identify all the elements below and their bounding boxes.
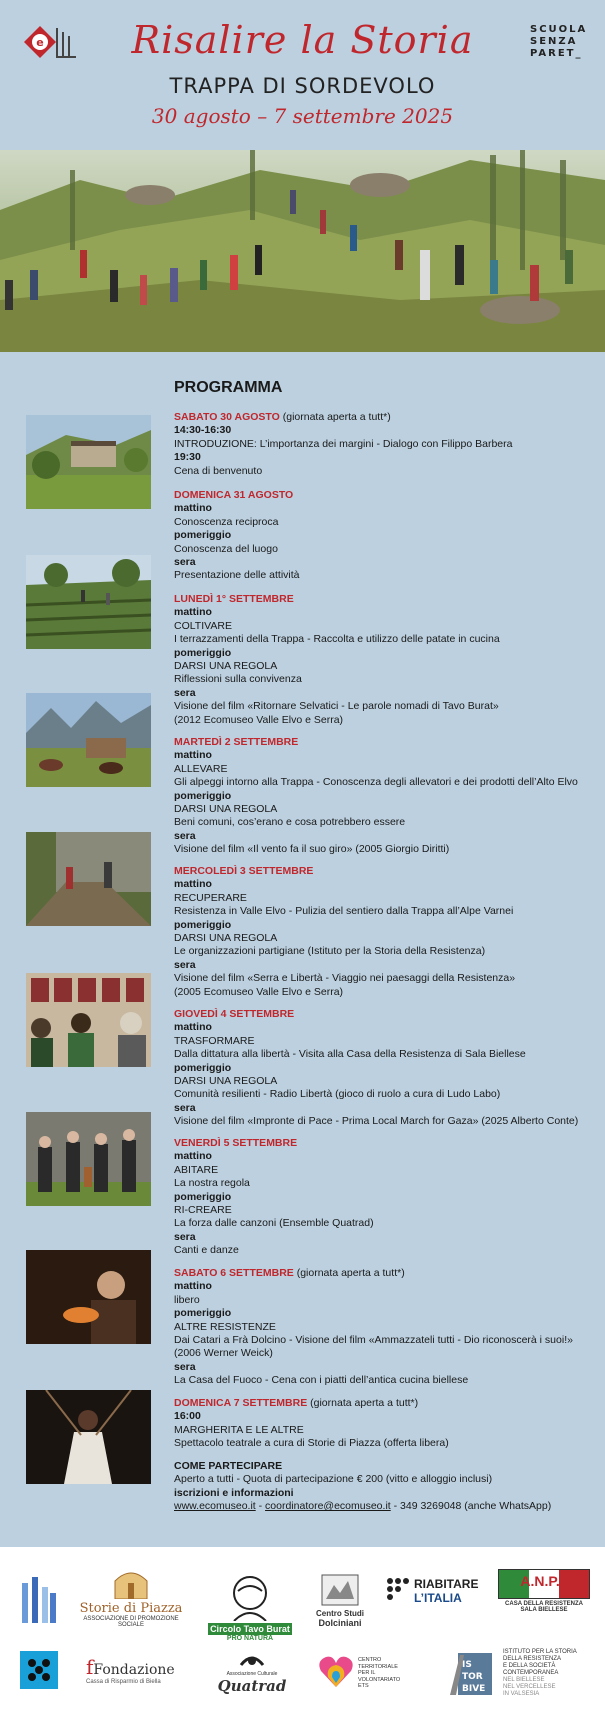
fondazione-crb-logo: fFondazione Cassa di Risparmio di Biella	[86, 1655, 175, 1685]
storie-di-piazza-logo: Storie di Piazza ASSOCIAZIONE DI PROMOZIONE SOCIALE	[76, 1569, 186, 1628]
svg-text:e: e	[36, 36, 44, 49]
photo-trappa-building	[26, 415, 151, 509]
photo-ensemble-quatrad	[26, 1112, 151, 1206]
event-subtitle: TRAPPA DI SORDEVOLO	[169, 74, 436, 98]
ctv-logo: CENTRO TERRITORIALE PER IL VOLONTARIATO ETS	[318, 1653, 418, 1690]
day-sat-6-sep: SABATO 6 SETTEMBRE (giornata aperta a tutt*) mattino libero pomeriggio ALTRE RESISTENZE Dai Catari a Frà Dolcino - Visione del film «Ammazzateli tutti - Dio riconoscerà i suoi!» (2006 Werner Weick) sera La Casa del Fuoco - Cena con i piatti dell’antica cucina biellese	[174, 1267, 573, 1387]
isrsc-emblem-icon	[450, 1645, 500, 1697]
circolo-tavo-burat-logo: Circolo Tavo Burat PRO NATURA	[208, 1571, 292, 1642]
svg-text:TOR: TOR	[462, 1672, 483, 1682]
day-tue-2-sep: MARTEDÌ 2 SETTEMBRE mattino ALLEVARE Gli alpeggi intorno alla Trappa - Conoscenza degli allevatori e dei prodotti dell’Alto Elvo pomeriggio DARSI UNA REGOLA Beni comuni, cos’erano e cosa potrebbero essere sera Visione del film «Il vento fa il suo giro» (2005 Giorgio Diritti)	[174, 736, 578, 856]
photo-stone-path	[26, 832, 151, 926]
heart-icon	[318, 1653, 354, 1689]
website-link[interactable]: www.ecomuseo.it	[174, 1500, 256, 1513]
portrait-icon	[220, 1571, 280, 1621]
photo-alpine-cattle	[26, 693, 151, 787]
participation-fee: Aperto a tutti - Quota di partecipazione € 200 (vitto e alloggio inclusi)	[174, 1473, 493, 1486]
event-dates: 30 agosto – 7 settembre 2025	[151, 104, 454, 128]
email-link[interactable]: coordinatore@ecomuseo.it	[265, 1500, 391, 1513]
day-mon-1-sep: LUNEDÌ 1° SETTEMBRE mattino COLTIVARE I terrazzamenti della Trappa - Raccolta e utilizzo delle patate in cucina pomeriggio DARSI UNA REGOLA Riflessioni sulla convivenza sera Visione del film «Ritornare Selvatici - Le parole nomadi di Tavo Burat» (2012 Ecomuseo Valle Elvo e Serra)	[174, 593, 500, 726]
riabitare-italia-logo: RIABITARE L’ITALIA	[386, 1577, 486, 1605]
participation-info: COME PARTECIPARE Aperto a tutti - Quota di partecipazione € 200 (vitto e alloggio inclusi) iscrizioni e informazioni www.ecomuseo.it - coordinatore@ecomuseo.it - 349 3269048 (anche WhatsApp)	[174, 1460, 594, 1514]
violin-icon	[237, 1649, 267, 1669]
sponsor-footer	[0, 1547, 605, 1711]
svg-text:BIVE: BIVE	[462, 1684, 486, 1694]
istoreto-biella-logo: IS TOR BIVE ISTITUTO PER LA STORIA DELLA RESISTENZA E DELLA SOCIETÀ CONTEMPORANEA NEL BIELLESE NEL VERCELLESE IN VALSESIA	[450, 1645, 595, 1698]
header	[0, 0, 605, 150]
day-sat-30-aug: SABATO 30 AGOSTO (giornata aperta a tutt*) 14:30-16:30 INTRODUZIONE: L’importanza dei margini - Dialogo con Filippo Barbera 19:30 Cena di benvenuto	[174, 411, 513, 477]
sketch-icon	[320, 1573, 360, 1607]
day-sun-31-aug: DOMENICA 31 AGOSTO mattino Conoscenza reciproca pomeriggio Conoscenza del luogo sera Presentazione delle attività	[174, 489, 300, 582]
phone-number: - 349 3269048 (anche WhatsApp)	[390, 1500, 552, 1513]
participation-heading: COME PARTECIPARE	[174, 1460, 283, 1472]
event-title: Risalire la Storia	[131, 18, 474, 62]
scuola-senza-pareti-logo: SCUOLA SENZA PARET_	[530, 24, 588, 59]
registration-heading: iscrizioni e informazioni	[174, 1486, 294, 1499]
piazza-arch-icon	[111, 1569, 151, 1599]
day-wed-3-sep: MERCOLEDÌ 3 SETTEMBRE mattino RECUPERARE Resistenza in Valle Elvo - Pulizia del sentiero dalla Trappa all’Alpe Varnei pomeriggio DARSI UNA REGOLA Le organizzazioni partigiane (Istituto per la Storia della Resistenza) sera Visione del film «Serra e Libertà - Viaggio nei paesaggi della Resistenza» (2005 Ecomuseo Valle Elvo e Serra)	[174, 865, 516, 998]
biella-province-logo	[20, 1651, 58, 1689]
photo-museum-visit	[26, 973, 151, 1067]
day-sun-7-sep: DOMENICA 7 SETTEMBRE (giornata aperta a tutt*) 16:00 MARGHERITA E LE ALTRE Spettacolo teatrale a cura di Storie di Piazza (offerta libera)	[174, 1397, 449, 1450]
svg-text:IS: IS	[462, 1660, 472, 1670]
quatrad-logo: Associazione Culturale Quatrad	[212, 1649, 292, 1695]
photo-terraced-fields	[26, 555, 151, 649]
photo-film-still	[26, 1250, 151, 1344]
day-thu-4-sep: GIOVEDÌ 4 SETTEMBRE mattino TRASFORMARE Dalla dittatura alla libertà - Visita alla Casa della Resistenza di Sala Biellese pomeriggio DARSI UNA REGOLA Comunità resilienti - Radio Libertà (gioco di ruolo a cura di Ludo Labo) sera Visione del film «Impronte di Pace - Prima Local March for Gaza» (2025 Alberto Conte)	[174, 1008, 579, 1128]
photo-theatre-margherita	[26, 1390, 151, 1484]
hero-photo-hikers	[0, 150, 605, 352]
dots-grid-icon	[386, 1577, 410, 1601]
adt-logo	[20, 1573, 58, 1625]
centro-studi-dolciniani-logo: Centro Studi Dolciniani	[310, 1573, 370, 1628]
day-fri-5-sep: VENERDÌ 5 SETTEMBRE mattino ABITARE La nostra regola pomeriggio RI-CREARE La forza dalle canzoni (Ensemble Quatrad) sera Canti e danze	[174, 1137, 374, 1257]
program-heading: PROGRAMMA	[174, 379, 283, 396]
anpi-logo: A.N.P.I. CASA DELLA RESISTENZA SALA BIELLESE	[498, 1569, 590, 1613]
